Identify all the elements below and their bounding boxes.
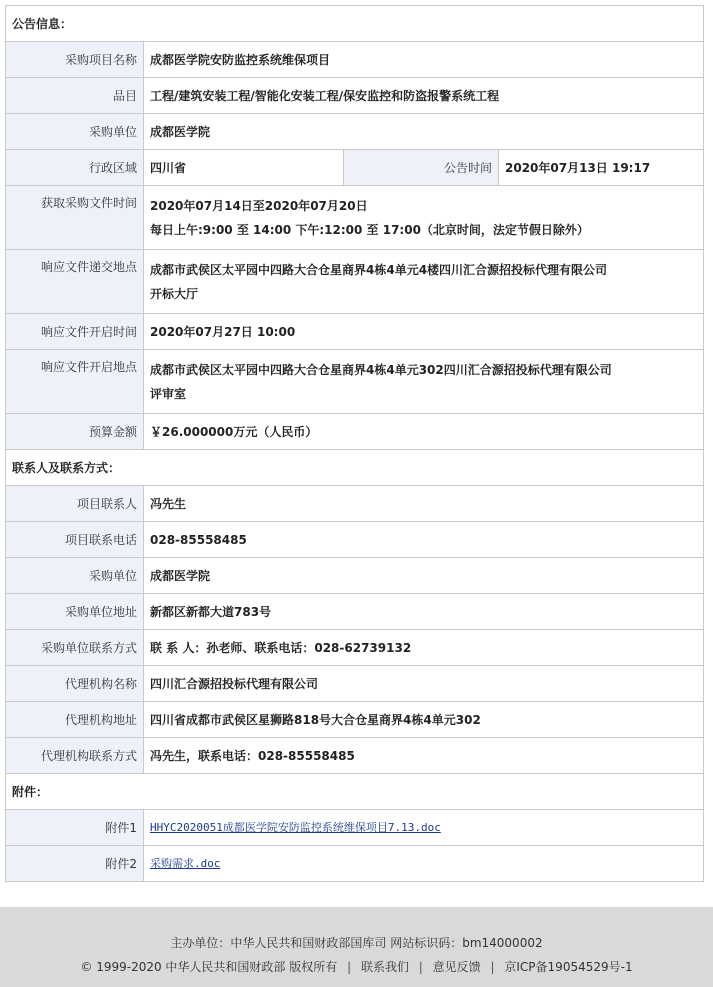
attachment2-cell [144,846,704,882]
row-label: 预算金额 [6,414,144,450]
row-label: 响应文件开启地点 [6,350,144,414]
copyright-text: © 1999-2020 中华人民共和国财政部 版权所有 [80,960,338,974]
table-row [6,846,704,882]
project-phone-value: 028-85558485 [144,522,704,558]
table-row [6,558,704,594]
project-name-value: 成都医学院安防监控系统维保项目 [144,42,704,78]
table-row [6,666,704,702]
separator: | [347,960,352,974]
row-label: 代理机构地址 [6,702,144,738]
table-row [6,78,704,114]
table-row [6,810,704,846]
submit-place-line2: 开标大厅 [150,286,199,301]
open-time-value: 2020年07月27日 10:00 [144,314,704,350]
table-row [6,350,704,414]
table-row [6,42,704,78]
attachment1-link[interactable]: HHYC2020051成都医学院安防监控系统维保项目7.13.doc [150,821,441,834]
agency-contact-value: 冯先生，联系电话：028-85558485 [144,738,704,774]
table-row [6,486,704,522]
table-row [6,186,704,250]
attachment1-cell [144,810,704,846]
row-label: 采购单位 [6,558,144,594]
footer-line2 [0,958,713,975]
table-row [6,314,704,350]
footer [0,907,713,987]
row-label: 获取采购文件时间 [6,186,144,250]
budget-value: ￥26.000000万元（人民币） [144,414,704,450]
row-label: 公告时间 [344,150,499,186]
purchaser-value: 成都医学院 [144,114,704,150]
table-row [6,250,704,314]
doc-time-value [144,186,704,250]
row-label: 项目联系电话 [6,522,144,558]
row-label: 附件2 [6,846,144,882]
row-label: 代理机构名称 [6,666,144,702]
row-label: 采购项目名称 [6,42,144,78]
section-attachments: 附件： [6,774,704,810]
contact-us-link[interactable]: 联系我们 [360,960,409,974]
row-label: 响应文件递交地点 [6,250,144,314]
section-contacts: 联系人及联系方式： [6,450,704,486]
purchaser-address-value: 新都区新都大道783号 [144,594,704,630]
project-contact-value: 冯先生 [144,486,704,522]
table-row [6,702,704,738]
agency-address-value: 四川省成都市武侯区星狮路818号大合仓星商界4栋4单元302 [144,702,704,738]
table-row [6,414,704,450]
separator: | [418,960,423,974]
region-value: 四川省 [144,150,344,186]
row-label: 响应文件开启时间 [6,314,144,350]
open-place-value [144,350,704,414]
table-row [6,150,704,186]
doc-time-line2: 每日上午:9:00 至 14:00 下午:12:00 至 17:00（北京时间，法定节假日除外） [150,222,589,237]
row-label: 品目 [6,78,144,114]
submit-place-line1: 成都市武侯区太平园中四路大合仓星商界4栋4单元4楼四川汇合源招投标代理有限公司 [150,262,608,277]
table-row [6,594,704,630]
purchaser2-value: 成都医学院 [144,558,704,594]
table-row [6,522,704,558]
category-value: 工程/建筑安装工程/智能化安装工程/保安监控和防盗报警系统工程 [144,78,704,114]
row-label: 行政区域 [6,150,144,186]
table-row [6,114,704,150]
doc-time-line1: 2020年07月14日至2020年07月20日 [150,198,368,213]
open-place-line1: 成都市武侯区太平园中四路大合仓星商界4栋4单元302四川汇合源招投标代理有限公司 [150,362,612,377]
footer-line1: 主办单位：中华人民共和国财政部国库司 网站标识码：bm14000002 [170,936,543,950]
purchaser-contact-value: 联 系 人：孙老师、联系电话：028-62739132 [144,630,704,666]
table-row [6,738,704,774]
open-place-line2: 评审室 [150,386,187,401]
attachment2-link[interactable]: 采购需求.doc [150,857,221,870]
row-label: 采购单位 [6,114,144,150]
icp-link[interactable]: 京ICP备19054529号-1 [504,960,633,974]
row-label: 代理机构联系方式 [6,738,144,774]
announce-time-value: 2020年07月13日 19:17 [499,150,704,186]
row-label: 采购单位联系方式 [6,630,144,666]
agency-name-value: 四川汇合源招投标代理有限公司 [144,666,704,702]
announcement-table [5,5,704,882]
row-label: 项目联系人 [6,486,144,522]
table-row [6,630,704,666]
row-label: 附件1 [6,810,144,846]
submit-place-value [144,250,704,314]
section-announcement: 公告信息： [6,6,704,42]
row-label: 采购单位地址 [6,594,144,630]
feedback-link[interactable]: 意见反馈 [432,960,481,974]
separator: | [490,960,495,974]
